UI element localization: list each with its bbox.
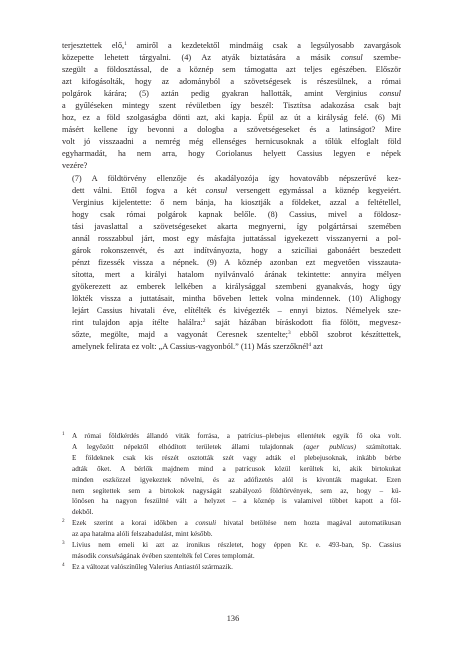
text-line: közepette lehetett tárgyalni. (4) Az atyák biztatására a másik consul szembe- (62, 53, 401, 63)
footnote (62, 431, 401, 518)
footnote-number: 3 (62, 540, 65, 547)
footnote (62, 540, 401, 562)
footnote-number: 2 (62, 518, 65, 525)
text-line: (7) A földtörvény ellenzője és akadályozója így hovatovább népszerűvé kez- (72, 173, 401, 183)
text-line: dekből. (72, 508, 94, 517)
text-line: nem segítettek sem a birtokok nagyságát szabályozó földtörvények, sem az, hogy – kü- (72, 486, 401, 495)
text-line: Ezek szerint a korai időkben a consuli hivatal betöltése nem hozta magával automatikusan (72, 519, 401, 528)
footnotes (62, 431, 401, 573)
text-line: gyökerezett az emberek lelkében a királysággal szembeni gyanakvás, hogy úgy (72, 281, 401, 291)
text-line: dett válni. Ettől fogva a két consul versengett egymással a köznép kegyeiért. (72, 185, 401, 195)
footnote-number: 1 (62, 431, 65, 437)
footnote-ref: 1 (124, 41, 127, 47)
text-line: annál rosszabbul járt, most egy másfajta juttatással igyekezett visszanyerni a pol- (72, 233, 401, 243)
text-line: Verginius kijelentette: ő nem bánja, ha kiosztják a földeket, azzal a feltétellel, (72, 197, 401, 207)
text-line: tási javaslattal a szövetségeseket akarta megnyerni, így polgártársai szemében (72, 221, 401, 231)
text-line: amelynek felirata ez volt: „A Cassius-vagyonból.” (11) Más szerzőknél$^4$ azt (72, 342, 323, 352)
text-line: minden eszközzel igyekeztek növelni, és az adófizetés alól is kivonták magukat. Ezen (72, 475, 401, 484)
text-line: gárok rokonszenvét, és azt indítványozta, hogy a szicíliai gabonáért beszedett (72, 245, 401, 255)
text-line: sította, mert a királyi hatalom nyilvánvaló árának tekintette: annyira mélyen (72, 269, 401, 279)
footnote-number: 4 (62, 561, 65, 568)
text-line: a gyűléseken mintegy szent révületben így beszél: Tisztítsa adakozása csak bajt (62, 101, 401, 111)
paragraph (62, 173, 401, 354)
text-line: Livius nem emeli ki azt az ironikus részletet, hogy éppen Kr. e. 493-ban, Sp. Cassius (72, 541, 401, 550)
footnote-ref: 3 (287, 330, 291, 337)
text-line: hoz, ez a föld szolgaságba dönti azt, aki kapja. Épül az út a királyság felé. (6) Mi (62, 113, 401, 123)
text-line: E földeknek csak kis részét osztották szét vagy adták el plebejusoknak, inkább bérbe (72, 453, 401, 462)
text-line: lökték vissza a juttatásait, mintha bőveben lettek volna mindennek. (10) Alighogy (72, 293, 401, 303)
main-text (62, 40, 401, 353)
text-line: hogy csak római polgárok kapnak belőle. (8) Cassius, mivel a földosz- (72, 209, 401, 219)
text-line: másért kellene így bevonni a dologba a szövetségeseket és a latinságot? Mire (62, 125, 401, 135)
footnote (62, 562, 401, 573)
text-line: A római földkérdés állandó viták forrása, a patrícius–plebejus ellentétek egyik fő oka volt. (72, 432, 401, 440)
paragraph (62, 40, 401, 173)
text-line: lejárt Cassius hivatali éve, elítélték és kivégezték – ennyi biztos. Némelyek sze- (72, 306, 401, 316)
text-line: volt jó visszaadni a nemrég még ellenséges hernicusoknak a tőlük elfoglalt föld (62, 137, 401, 147)
page-number: 136 (226, 614, 240, 623)
text-line: az apa hatalma alóli felszabadulást, mint később. (72, 530, 213, 539)
text-line: adták őket. A bérlők majdnem mind a patrícusok közül kerültek ki, akik birtokukat (72, 464, 401, 473)
text-line: lönösen ha nagyon feszültté vált a helyzet – a köznép is valamivel többet kapott a föl- (72, 497, 401, 506)
text-line: pénzt fizessék vissza a népnek. (9) A köznép azonban ezt megvetően visszauta- (72, 257, 401, 267)
text-line: szegült a földosztással, de a köznép sem támogatta azt teljes egészében. Először (62, 65, 401, 75)
text-line: vezére? (62, 161, 88, 171)
text-line: polgárok kárára; (5) aztán pedig gyakran hallották, amint Verginius consul (62, 89, 401, 99)
text-line: azt kifogásolták, hogy az adományból a szövetségesek is részesülnek, a római (62, 77, 401, 87)
footnote (62, 518, 401, 540)
text-line: rint tulajdon apja ítélte halálra:$^2$ saját házában bíráskodott fia fölött, megvesz- (72, 318, 401, 328)
footnote-ref: 2 (202, 318, 206, 325)
text-line: egyharmadát, ha nem arra, hogy Coriolanus helyett Cassius legyen e népek (62, 149, 401, 159)
text-line: terjesztettek elő,$^1$ amiről a kezdetektől mindmáig csak a legsúlyosabb zavargások (62, 41, 401, 50)
text-line: sőzte, megölte, majd a vagyonát Ceresnek szentelte;$^3$ ebből szobrot készíttettek, (72, 330, 401, 340)
text-line: A legyőzött népektől elhódított területek állami tulajdonnak (ager publicus) számítottak. (72, 442, 401, 451)
text-line: Ez a változat valószínűleg Valerius Antiastól származik. (72, 562, 233, 571)
text-line: második consulságának évében szentelték fel Ceres templomát. (72, 551, 255, 560)
footnote-ref: 4 (308, 342, 312, 349)
